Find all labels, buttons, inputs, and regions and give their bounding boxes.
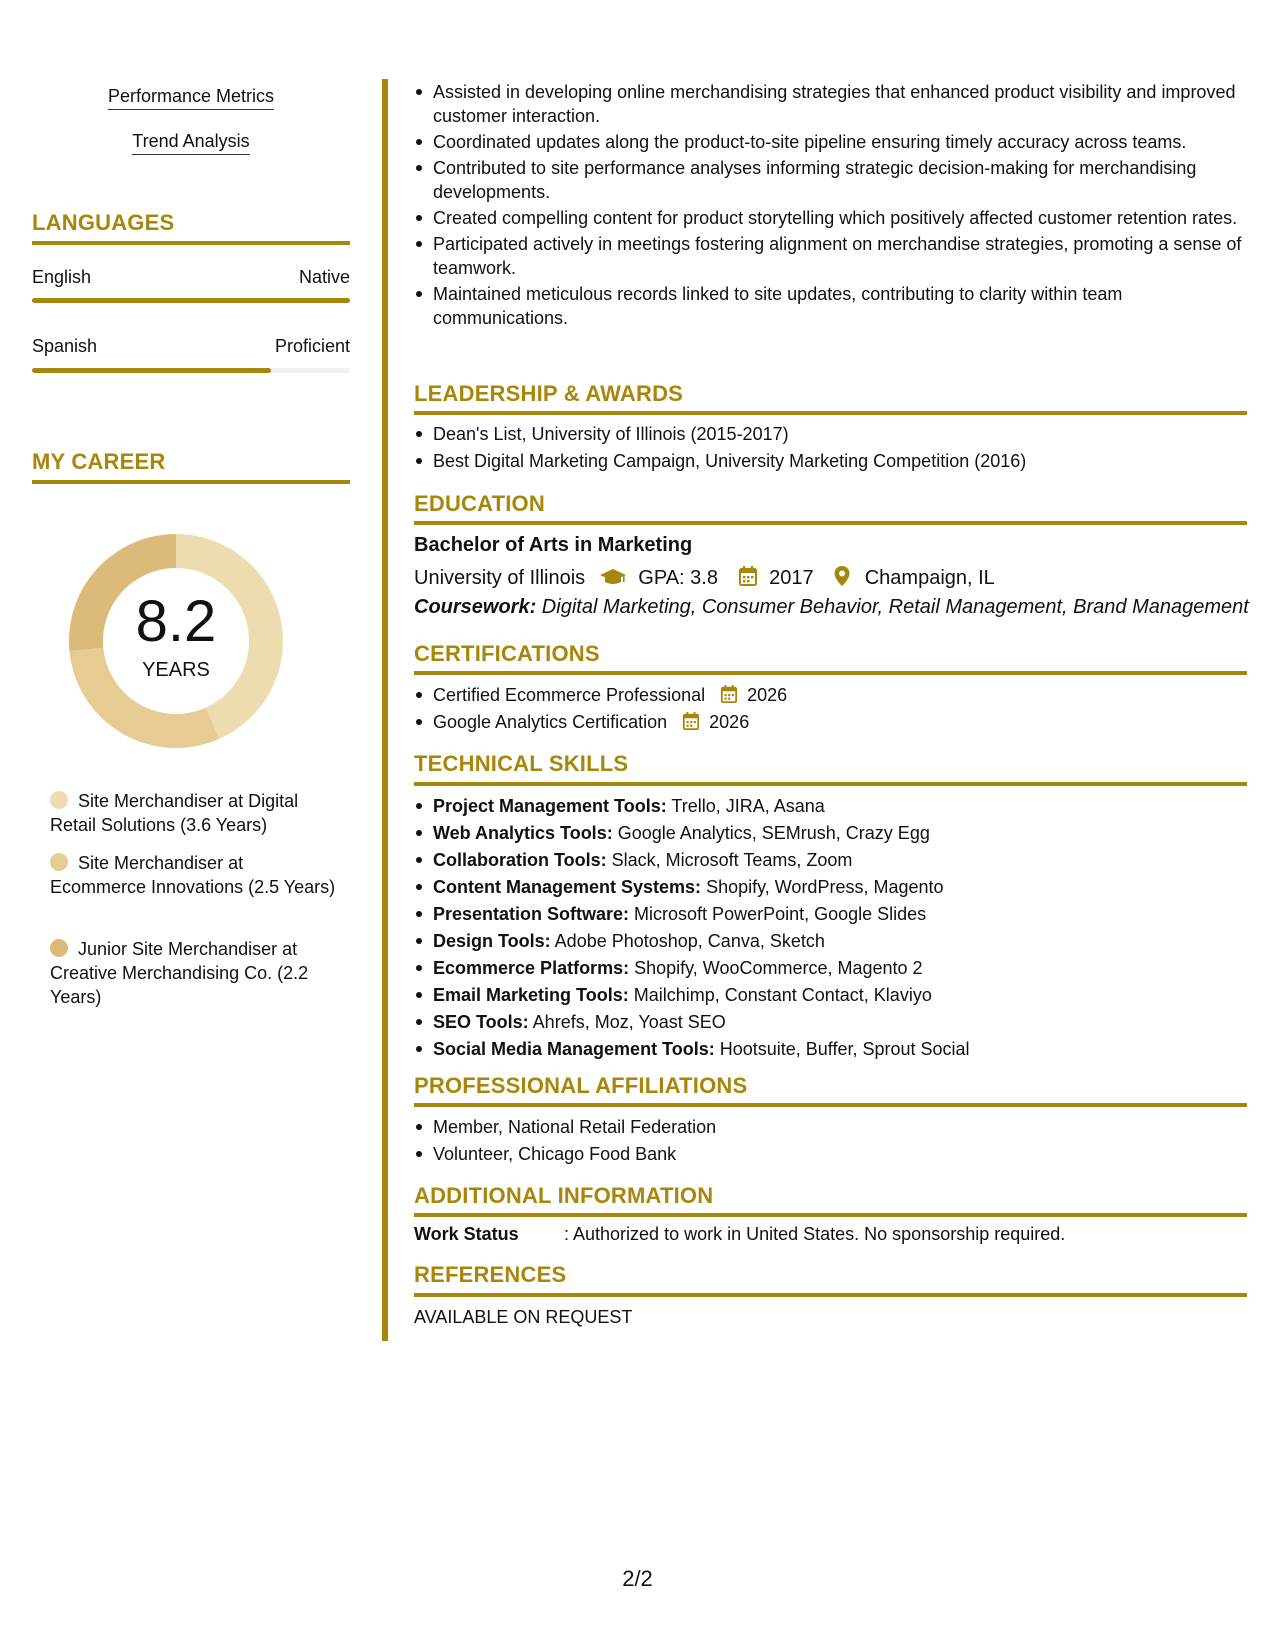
language-bar-fill [32, 368, 271, 373]
list-item: Certified Ecommerce Professional 2026 [433, 683, 1247, 707]
technical-skills-rule [414, 782, 1247, 786]
list-item: Maintained meticulous records linked to site updates, contributing to clarity within team communications. [433, 282, 1247, 330]
list-item: Email Marketing Tools: Mailchimp, Constant Contact, Klaviyo [433, 983, 1247, 1007]
career-legend-item: Site Merchandiser at Digital Retail Solutions (3.6 Years) [50, 791, 299, 835]
career-title: MY CAREER [32, 449, 166, 474]
list-item: Best Digital Marketing Campaign, University Marketing Competition (2016) [433, 449, 1247, 473]
graduation-cap-icon [599, 567, 627, 587]
certifications-title: CERTIFICATIONS [414, 641, 600, 666]
language-bar [32, 368, 350, 373]
education-rule [414, 521, 1247, 525]
coursework-label: Coursework: [414, 596, 537, 618]
work-status-label: Work Status [414, 1224, 519, 1244]
list-item: Volunteer, Chicago Food Bank [433, 1142, 1247, 1166]
list-item: Presentation Software: Microsoft PowerPoint, Google Slides [433, 902, 1247, 926]
technical-skills-list [414, 794, 1247, 1061]
language-bar-fill [32, 298, 350, 303]
education-title: EDUCATION [414, 491, 545, 516]
leadership-rule [414, 411, 1247, 415]
list-item: Ecommerce Platforms: Shopify, WooCommerce, Magento 2 [433, 956, 1247, 980]
career-legend-item: Site Merchandiser at Ecommerce Innovations (2.5 Years) [50, 853, 336, 897]
language-name: Spanish [32, 336, 98, 356]
languages-rule [32, 241, 350, 245]
language-row [32, 267, 350, 288]
list-item: Participated actively in meetings fostering alignment on merchandise strategies, promoting a sense of teamwork. [433, 232, 1247, 280]
references-rule [414, 1293, 1247, 1297]
list-item: SEO Tools: Ahrefs, Moz, Yoast SEO [433, 1010, 1247, 1034]
page-number: 2/2 [622, 1566, 653, 1591]
list-item: Web Analytics Tools: Google Analytics, SEMrush, Crazy Egg [433, 821, 1247, 845]
affiliations-list [414, 1115, 1247, 1166]
list-item: Contributed to site performance analyses informing strategic decision-making for merchandising developments. [433, 156, 1247, 204]
list-item: Content Management Systems: Shopify, WordPress, Magento [433, 875, 1247, 899]
experience-bullets [414, 80, 1247, 330]
list-item: Coordinated updates along the product-to-site pipeline ensuring timely accuracy across teams. [433, 130, 1247, 154]
additional-info-rule [414, 1213, 1247, 1217]
language-level: Proficient [274, 336, 350, 356]
list-item: Project Management Tools: Trello, JIRA, Asana [433, 794, 1247, 818]
list-item: Social Media Management Tools: Hootsuite, Buffer, Sprout Social [433, 1037, 1247, 1061]
list-item: Member, National Retail Federation [433, 1115, 1247, 1139]
school-name: University of Illinois [414, 567, 586, 589]
certifications-list [414, 683, 1247, 734]
gpa: GPA: 3.8 [638, 567, 718, 589]
career-donut [62, 527, 290, 755]
certifications-rule [414, 671, 1247, 675]
list-item: Google Analytics Certification 2026 [433, 710, 1247, 734]
location-pin-icon [833, 565, 851, 587]
location: Champaign, IL [864, 567, 995, 589]
legend-dot [50, 939, 68, 957]
leadership-list [414, 422, 1247, 473]
legend-dot [50, 853, 68, 871]
list-item: Dean's List, University of Illinois (2015-2017) [433, 422, 1247, 446]
references-title: REFERENCES [414, 1262, 567, 1287]
legend-dot [50, 791, 68, 809]
work-status-row [414, 1224, 1065, 1245]
references-text: AVAILABLE ON REQUEST [414, 1307, 633, 1327]
affiliations-rule [414, 1103, 1247, 1107]
list-item: Collaboration Tools: Slack, Microsoft Teams, Zoom [433, 848, 1247, 872]
language-name: English [32, 267, 92, 287]
coursework-list: Digital Marketing, Consumer Behavior, Retail Management, Brand Management [536, 596, 1249, 618]
list-item: Design Tools: Adobe Photoshop, Canva, Sketch [433, 929, 1247, 953]
career-unit: YEARS [142, 659, 210, 681]
language-level: Native [298, 267, 350, 287]
affiliations-title: PROFESSIONAL AFFILIATIONS [414, 1073, 748, 1098]
graduation-year: 2017 [769, 567, 814, 589]
coursework [414, 596, 1249, 619]
column-divider [382, 79, 388, 1341]
language-bar [32, 298, 350, 303]
career-rule [32, 480, 350, 484]
skill-tag: Trend Analysis [32, 131, 350, 155]
calendar-icon [682, 711, 700, 731]
list-item: Created compelling content for product storytelling which positively affected customer retention rates. [433, 206, 1247, 230]
language-row [32, 336, 350, 357]
leadership-title: LEADERSHIP & AWARDS [414, 381, 684, 406]
skill-tag: Performance Metrics [32, 86, 350, 110]
calendar-icon [738, 565, 758, 587]
languages-title: LANGUAGES [32, 210, 175, 235]
education-details [414, 565, 995, 590]
list-item: Assisted in developing online merchandising strategies that enhanced product visibility and improved customer interaction. [433, 80, 1247, 128]
additional-info-title: ADDITIONAL INFORMATION [414, 1183, 714, 1208]
work-status-value: : Authorized to work in United States. No sponsorship required. [564, 1224, 1066, 1244]
degree-title: Bachelor of Arts in Marketing [414, 534, 693, 556]
calendar-icon [720, 684, 738, 704]
career-total: 8.2 [135, 589, 217, 654]
technical-skills-title: TECHNICAL SKILLS [414, 751, 629, 776]
career-legend-item: Junior Site Merchandiser at Creative Merchandising Co. (2.2 Years) [50, 939, 309, 1007]
